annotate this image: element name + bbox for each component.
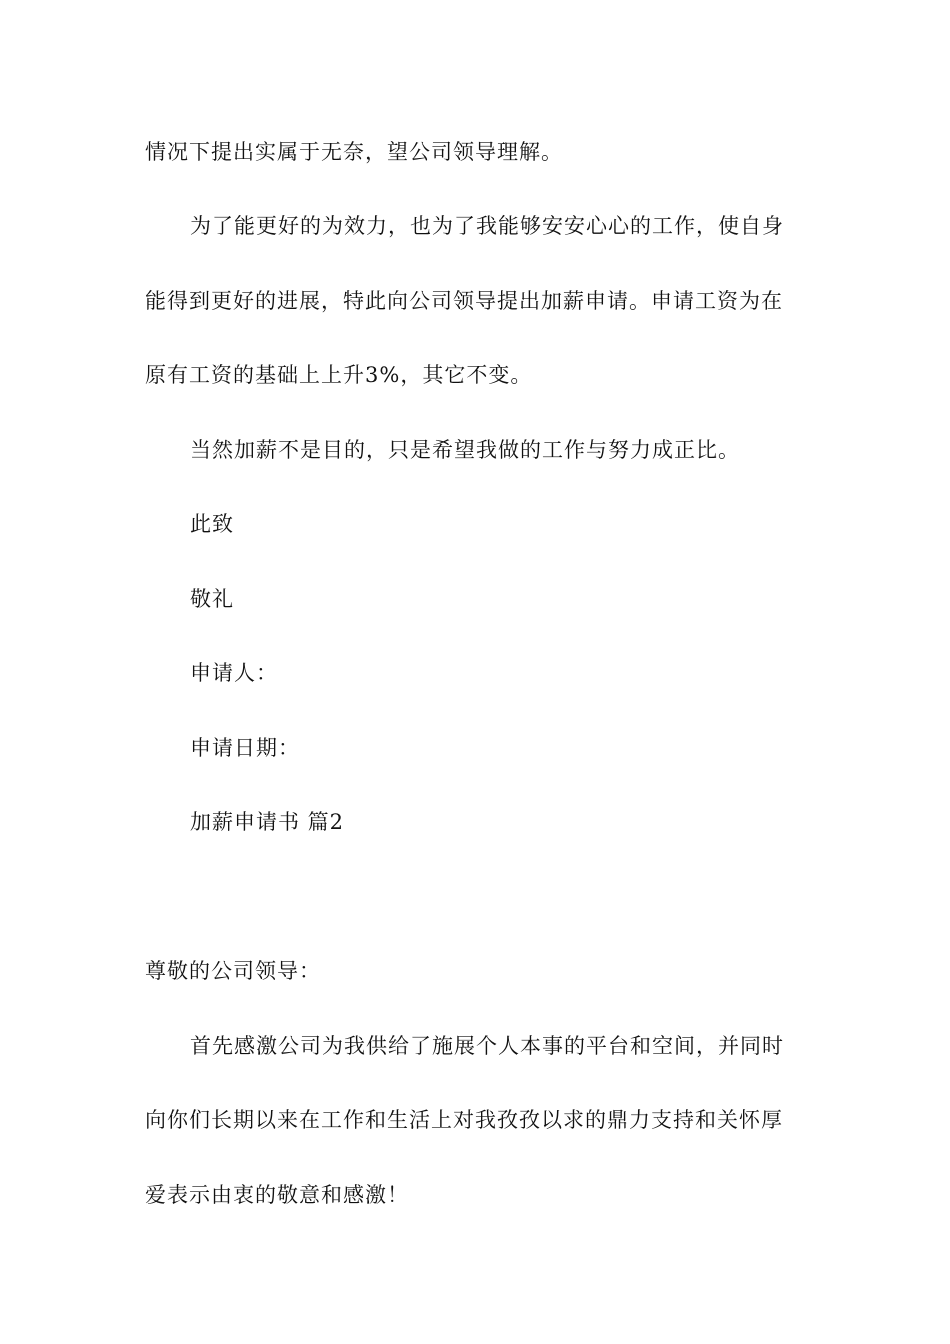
- paragraph-line-8: 爱表示由衷的敬意和感激！: [145, 1183, 409, 1207]
- closing-salutation: 此致: [190, 512, 234, 536]
- application-date-label: 申请日期：: [190, 736, 300, 760]
- paragraph-line-2: 为了能更好的为效力，也为了我能够安安心心的工作，使自身: [190, 214, 784, 238]
- section-heading: 加薪申请书 篇2: [190, 810, 345, 834]
- greeting: 尊敬的公司领导：: [145, 959, 321, 983]
- closing-regards: 敬礼: [190, 587, 234, 611]
- paragraph-line-1: 情况下提出实属于无奈，望公司领导理解。: [145, 140, 563, 164]
- paragraph-line-4: 原有工资的基础上上升3%，其它不变。: [145, 363, 533, 387]
- paragraph-line-6: 首先感激公司为我供给了施展个人本事的平台和空间，并同时: [190, 1034, 784, 1058]
- paragraph-line-5: 当然加薪不是目的，只是希望我做的工作与努力成正比。: [190, 438, 740, 462]
- paragraph-line-7: 向你们长期以来在工作和生活上对我孜孜以求的鼎力支持和关怀厚: [145, 1108, 783, 1132]
- paragraph-line-3: 能得到更好的进展，特此向公司领导提出加薪申请。申请工资为在: [145, 289, 783, 313]
- applicant-label: 申请人：: [190, 661, 278, 685]
